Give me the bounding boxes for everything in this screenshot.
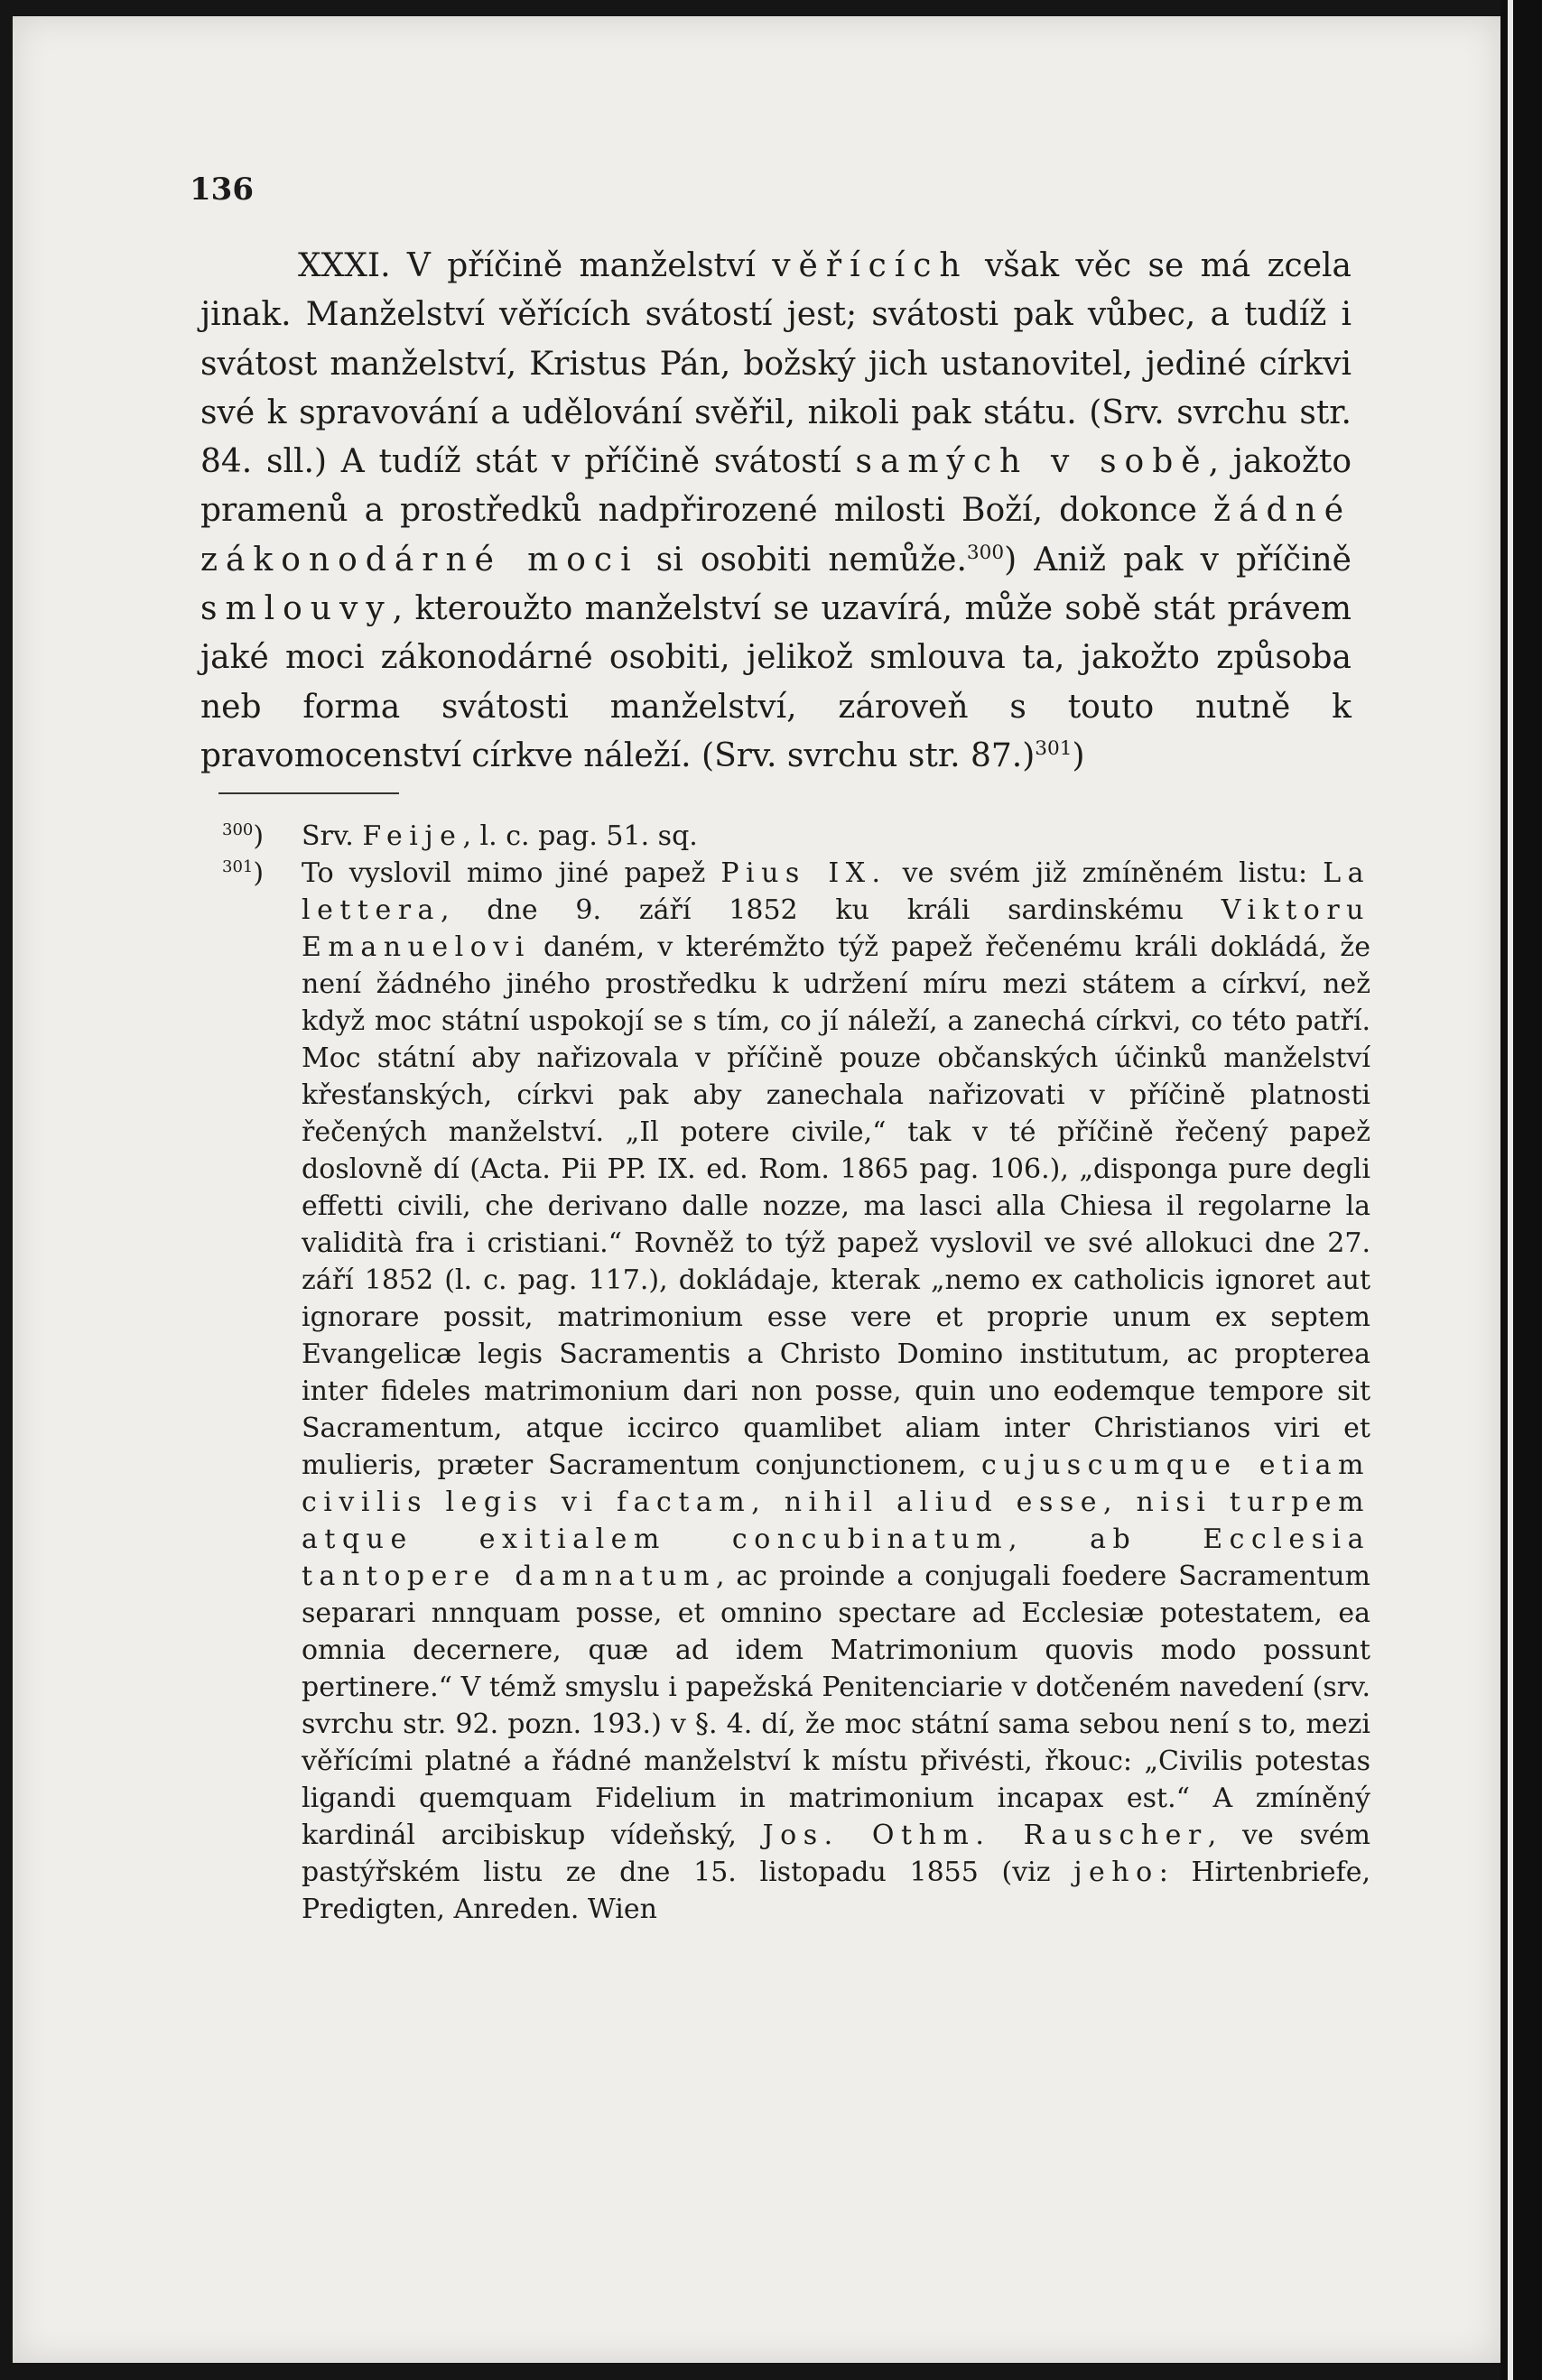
- emphasis: věřících: [772, 247, 969, 284]
- footnote-text: Srv. Feije, l. c. pag. 51. sq.: [302, 820, 698, 852]
- footnote-ref: 301: [1035, 736, 1073, 760]
- text-run: však věc se má zcela jinak. Manželství věřících svátostí jest; svátosti pak vůbec, a tudíž i svátost manželství, Kristus Pán, božský jich ustanovitel, jediné církvi své k spravování a udělování svěřil, nikoli pak státu. (Srv. svrchu str. 84. sll.) A tudíž stát v příčině svátostí: [200, 247, 1352, 481]
- footnotes: [222, 818, 1370, 1928]
- text-run: , kteroužto manželství se uzavírá, může sobě stát právem jaké moci zákonodárné osobiti, jelikož smlouva ta, jakožto způsoba neb forma svátosti manželství, zároveň s touto nutně k pravomocenství církve náleží. (Srv. svrchu str. 87.): [200, 590, 1352, 774]
- scan-edge: [1500, 0, 1542, 2380]
- emphasis: La lettera: [302, 857, 1371, 926]
- text-run: si osobiti nemůže.: [638, 541, 967, 579]
- emphasis: Pius IX.: [720, 857, 887, 889]
- text-run: ) Aniž pak v příčině: [1004, 541, 1352, 579]
- emphasis: Jos. Othm. Rauscher: [762, 1820, 1208, 1851]
- emphasis: žádné zákonodárné moci: [200, 492, 1352, 579]
- emphasis: Viktoru Emanuelovi: [302, 894, 1370, 963]
- book-page: [13, 16, 1500, 2363]
- emphasis: cujuscumque etiam civilis legis vi factam, nihil aliud esse, nisi turpem atque exitialem concubinatum, ab Ecclesia tantopere damnatum: [302, 1449, 1370, 1592]
- scan-edge-stripe: [1508, 0, 1513, 2380]
- main-paragraph: [200, 242, 1352, 781]
- paragraph-xxxi: [200, 242, 1352, 781]
- footnote-300: [222, 818, 1370, 855]
- emphasis: jeho: [1073, 1857, 1159, 1888]
- text-run: XXXI. V příčině manželství: [298, 247, 773, 284]
- text-run: , jakožto pramenů a prostředků nadpřirozené milosti Boží, dokonce: [200, 443, 1352, 530]
- emphasis: samých v sobě: [855, 443, 1209, 481]
- footnote-divider: [218, 792, 399, 794]
- footnote-ref: 300: [966, 541, 1005, 564]
- text-run: ): [1072, 736, 1085, 774]
- footnote-text: To vyslovil mimo jiné papež Pius IX. ve svém již zmíněném listu: La lettera, dne 9. září 1852 ku králi sardinskému Viktoru Emanuelovi daném, v kterémžto týž papež řečenému králi dokládá, že není žádného jiného prostředku k udržení míru mezi státem a církví, než když moc státní uspokojí se s tím, co jí náleží, a zanechá církvi, co této patří. Moc státní aby nařizovala v příčině pouze občanských účinků manželství křesťanských, církvi pak aby zanechala nařizovati v příčině platnosti řečených manželství. „Il potere civile,“ tak v té příčině řečený papež doslovně dí (Acta. Pii PP. IX. ed. Rom. 1865 pag. 106.), „disponga pure degli effetti civili, che derivano dalle nozze, ma lasci alla Chiesa il regolarne la validità fra i cristiani.“ Rovněž to týž papež vyslovil ve své allokuci dne 27. září 1852 (l. c. pag. 117.), dokládaje, kterak „nemo ex catholicis ignoret aut ignorare possit, matrimonium esse vere et proprie unum ex septem Evangelicæ legis Sacramentis a Christo Domino institutum, ac propterea inter fideles matrimonium dari non posse, quin uno eodemque tempore sit Sacramentum, atque iccirco quamlibet aliam inter Christianos viri et mulieris, præter Sacramentum conjunctionem, cujuscumque etiam civilis legis vi factam, nihil aliud esse, nisi turpem atque exitialem concubinatum, ab Ecclesia tantopere damnatum, ac proinde a conjugali foedere Sacramentum separari nnnquam posse, et omnino spectare ad Ecclesiæ potestatem, ea omnia decernere, quæ ad idem Matrimonium quovis modo possunt pertinere.“ V témž smyslu i papežská Penitenciarie v dotčeném navedení (srv. svrchu str. 92. pozn. 193.) v §. 4. dí, že moc státní sama sebou není s to, mezi věřícími platné a řádné manželství k místu přivésti, řkouc: „Civilis potestas ligandi quemquam Fidelium in matrimonium incapax est.“ A zmíněný kardinál arcibiskup vídeňský, Jos. Othm. Rauscher, ve svém pastýřském listu ze dne 15. listopadu 1855 (viz jeho: Hirtenbriefe, Predigten, Anreden. Wien: [302, 857, 1371, 1925]
- page-number: 136: [190, 171, 254, 208]
- footnote-mark: $^{301}$): [222, 857, 265, 889]
- footnote-mark: $^{300}$): [222, 820, 265, 852]
- emphasis: smlouvy: [200, 590, 393, 628]
- footnote-301: [222, 855, 1370, 1928]
- emphasis: Feije: [362, 820, 463, 852]
